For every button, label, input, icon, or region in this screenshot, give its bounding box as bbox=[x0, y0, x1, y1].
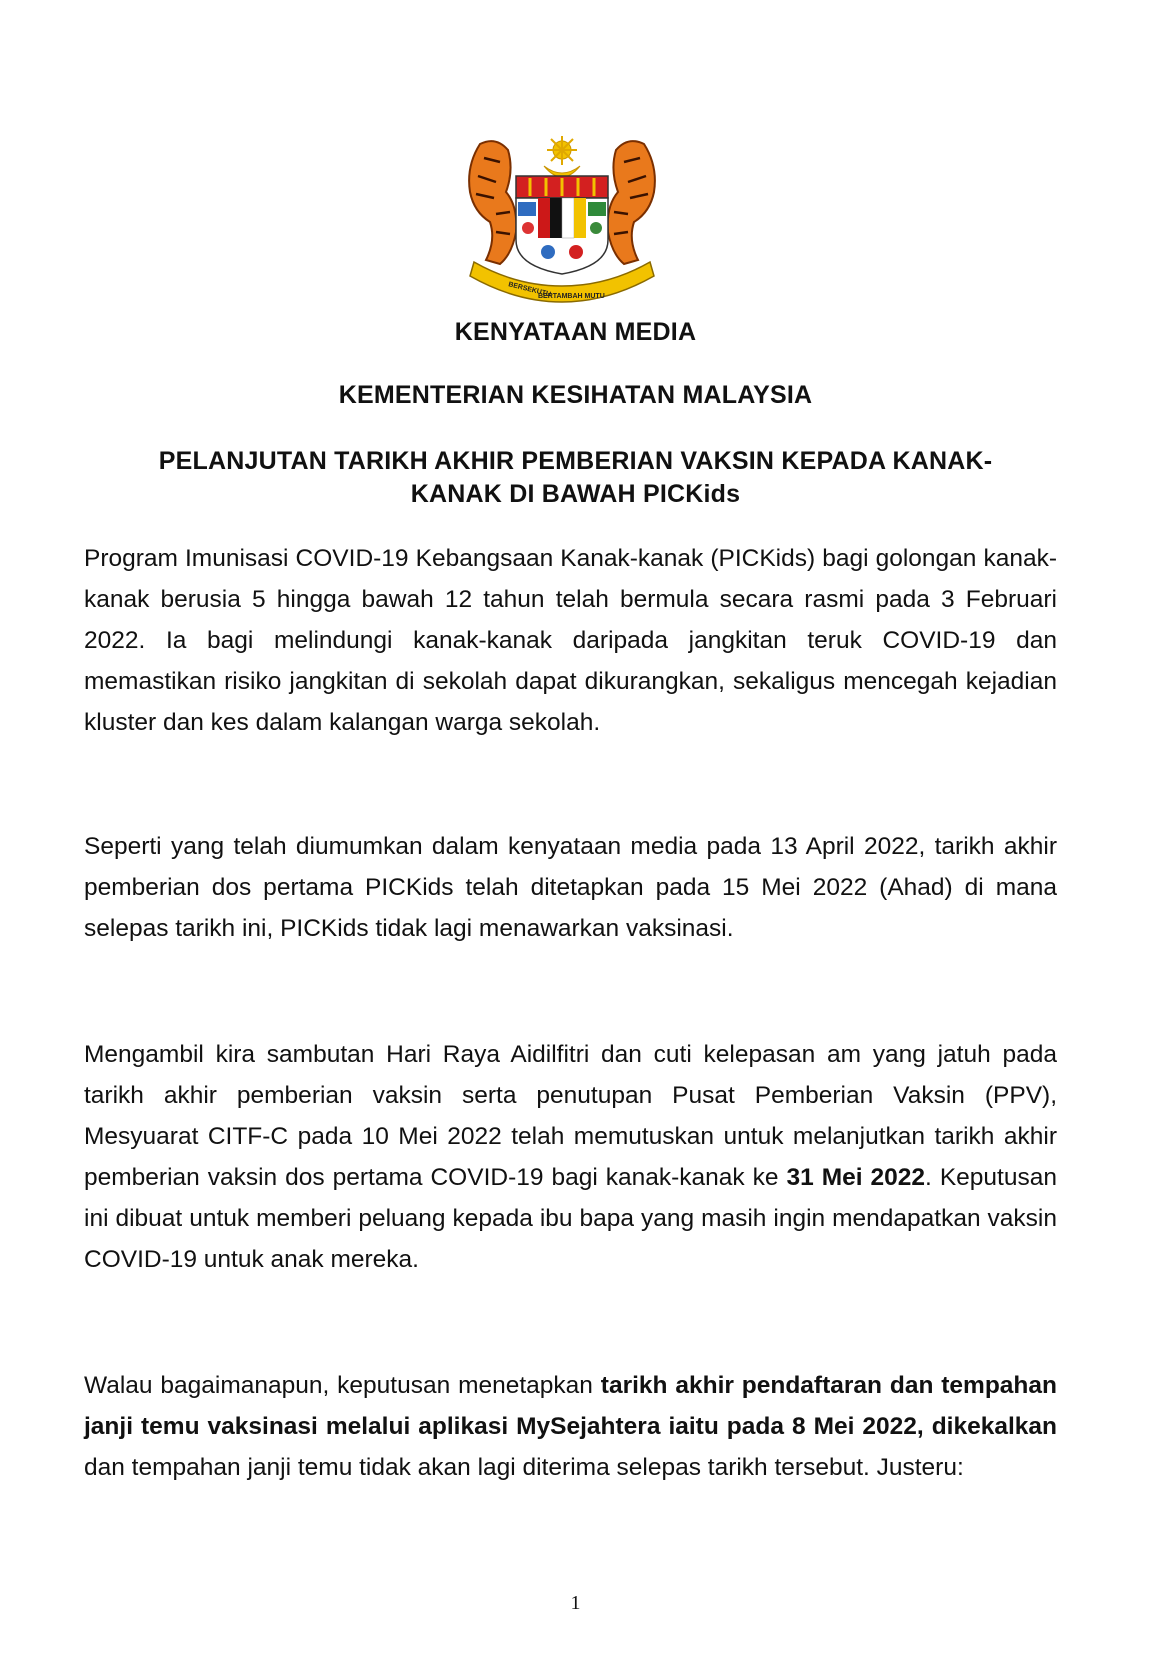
title-line-1: PELANJUTAN TARIKH AKHIR PEMBERIAN VAKSIN KEPADA KANAK- bbox=[158, 447, 993, 475]
ministry-heading: KEMENTERIAN KESIHATAN MALAYSIA bbox=[338, 381, 813, 409]
paragraph-4-text-a: Walau bagaimanapun, keputusan menetapkan bbox=[84, 1372, 601, 1399]
paragraph-3-text-b: . Keputusan ini dibuat untuk memberi peluang kepada ibu bapa yang masih ingin mendapatkan vaksin COVID-19 untuk anak mereka. bbox=[84, 1164, 1057, 1273]
svg-text:BERTAMBAH MUTU: BERTAMBAH MUTU bbox=[538, 293, 605, 300]
paragraph-3-text-a: Mengambil kira sambutan Hari Raya Aidilfitri dan cuti kelepasan am yang jatuh pada tarikh akhir pemberian vaksin serta penutupan Pusat Pemberian Vaksin (PPV), Mesyuarat CITF-C pada 10 Mei 2022 telah memutuskan untuk melanjutkan tarikh akhir pemberian vaksin dos pertama COVID-19 bagi kanak-kanak ke bbox=[84, 1041, 1057, 1191]
page-number: 1 bbox=[570, 1592, 581, 1614]
paragraph-2: Seperti yang telah diumumkan dalam kenyataan media pada 13 April 2022, tarikh akhir pemberian dos pertama PICKids telah ditetapkan pada 15 Mei 2022 (Ahad) di mana selepas tarikh ini, PICKids tidak lagi menawarkan vaksinasi. bbox=[84, 833, 1057, 942]
document-title bbox=[0, 445, 1151, 511]
paragraph-1: Program Imunisasi COVID-19 Kebangsaan Kanak-kanak (PICKids) bagi golongan kanak-kanak berusia 5 hingga bawah 12 tahun telah bermula secara rasmi pada 3 Februari 2022. Ia bagi melindungi kanak-kanak daripada jangkitan teruk COVID-19 dan memastikan risiko jangkitan di sekolah dapat dikurangkan, sekaligus mencegah kejadian kluster dan kes dalam kalangan warga sekolah. bbox=[84, 545, 1057, 736]
title-line-2: KANAK DI BAWAH PICKids bbox=[410, 480, 741, 508]
paragraph-3-bold-date: 31 Mei 2022 bbox=[786, 1164, 926, 1191]
svg-text:BERSEKUTU: BERSEKUTU bbox=[507, 281, 552, 299]
document-type-heading: KENYATAAN MEDIA bbox=[454, 318, 697, 346]
paragraph-4 bbox=[84, 1365, 1057, 1488]
paragraph-4-bold-deadline: tarikh akhir pendaftaran dan tempahan janji temu vaksinasi melalui aplikasi MySejahtera iaitu pada 8 Mei 2022, dikekalkan bbox=[84, 1372, 1057, 1440]
paragraph-4-text-b: dan tempahan janji temu tidak akan lagi diterima selepas tarikh tersebut. Justeru: bbox=[84, 1454, 964, 1481]
paragraph-3 bbox=[84, 1034, 1057, 1280]
malaysia-coat-of-arms-logo bbox=[456, 136, 668, 304]
